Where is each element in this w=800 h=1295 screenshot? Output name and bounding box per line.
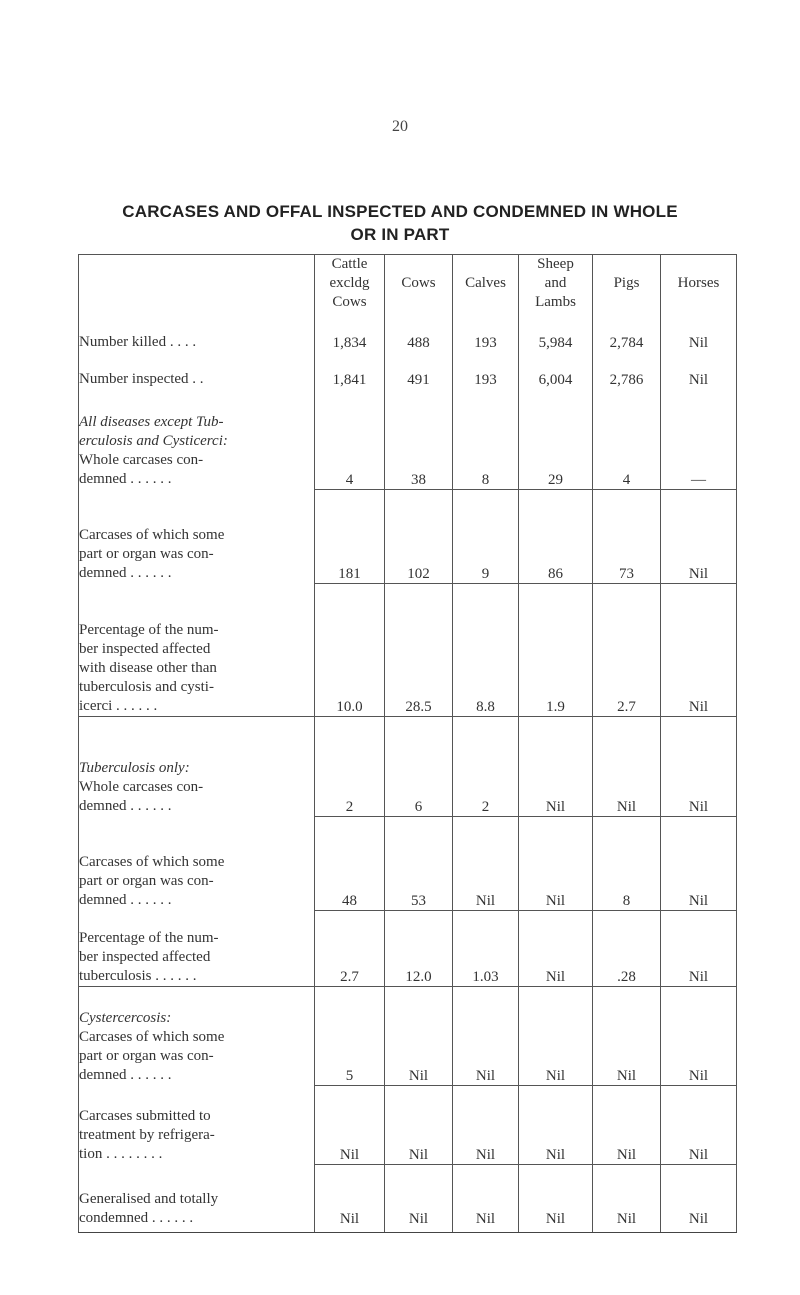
- table-cell: Nil: [661, 910, 737, 986]
- column-header-cows: Cows: [385, 255, 453, 313]
- row-label: Carcases of which some part or organ was con- demned . . . . . .: [79, 489, 315, 583]
- table-cell: 5: [315, 986, 385, 1085]
- table-cell: 1,841: [315, 352, 385, 389]
- table-cell: 1.03: [453, 910, 519, 986]
- table-cell: 6: [385, 716, 453, 816]
- table-cell: Nil: [519, 1164, 593, 1232]
- table-cell: 5,984: [519, 312, 593, 352]
- table-cell: 6,004: [519, 352, 593, 389]
- section-heading: Cystercercosis:: [79, 1010, 172, 1026]
- row-label: Carcases of which some part or organ was con- demned . . . . . .: [79, 816, 315, 910]
- row-number-killed: [79, 312, 737, 352]
- table-cell: Nil: [315, 1085, 385, 1164]
- row-label: All diseases except Tub- erculosis and Cysticerci: Whole carcases con- demned . . . . . .: [79, 389, 315, 489]
- table-cell: Nil: [453, 1085, 519, 1164]
- table-cell: 181: [315, 489, 385, 583]
- table-cell: 193: [453, 352, 519, 389]
- table-cell: Nil: [385, 1164, 453, 1232]
- title-line-1: CARCASES AND OFFAL INSPECTED AND CONDEMNED IN WHOLE: [122, 202, 678, 221]
- table-cell: 48: [315, 816, 385, 910]
- table-cell: 53: [385, 816, 453, 910]
- table-cell: —: [661, 389, 737, 489]
- table-cell: Nil: [593, 716, 661, 816]
- section-heading-cont: erculosis and Cysticerci:: [79, 433, 228, 449]
- row-label: Number inspected . .: [79, 352, 315, 389]
- row-cystercercosis-part: [79, 986, 737, 1085]
- table-cell: 8: [453, 389, 519, 489]
- table-cell: Nil: [661, 816, 737, 910]
- table-cell: 2,784: [593, 312, 661, 352]
- table-cell: 2: [453, 716, 519, 816]
- table-cell: Nil: [661, 1085, 737, 1164]
- table-cell: 1.9: [519, 583, 593, 716]
- table-cell: Nil: [519, 1085, 593, 1164]
- table-cell: 2: [315, 716, 385, 816]
- row-tuberculosis-percentage: [79, 910, 737, 986]
- section-heading: All diseases except Tub-: [79, 414, 224, 430]
- inspection-table: [78, 254, 737, 1233]
- row-label: Number killed . . . .: [79, 312, 315, 352]
- row-all-diseases-percentage: [79, 583, 737, 716]
- row-cystercercosis-refrigeration: [79, 1085, 737, 1164]
- table-cell: 10.0: [315, 583, 385, 716]
- row-all-diseases-part: [79, 489, 737, 583]
- page-title: [60, 200, 740, 246]
- table-cell: 102: [385, 489, 453, 583]
- table-cell: Nil: [661, 1164, 737, 1232]
- table-cell: 491: [385, 352, 453, 389]
- row-tuberculosis-whole: [79, 716, 737, 816]
- column-header-calves: Calves: [453, 255, 519, 313]
- table-cell: Nil: [453, 816, 519, 910]
- table-cell: Nil: [453, 986, 519, 1085]
- table-cell: 73: [593, 489, 661, 583]
- row-label: Carcases submitted to treatment by refrigera- tion . . . . . . . .: [79, 1085, 315, 1164]
- table-cell: Nil: [661, 352, 737, 389]
- header-row: [79, 255, 737, 313]
- table-cell: Nil: [593, 1164, 661, 1232]
- header-corner: [79, 255, 315, 313]
- table-cell: Nil: [385, 986, 453, 1085]
- row-label: Generalised and totally condemned . . . . . .: [79, 1164, 315, 1232]
- table-cell: 1,834: [315, 312, 385, 352]
- table-cell: Nil: [519, 716, 593, 816]
- table-cell: 28.5: [385, 583, 453, 716]
- row-all-diseases-whole: [79, 389, 737, 489]
- table-cell: 8: [593, 816, 661, 910]
- table-cell: 12.0: [385, 910, 453, 986]
- row-label: Percentage of the num- ber inspected affected with disease other than tuberculosis and cysti- icerci . . . . . .: [79, 583, 315, 716]
- table-cell: Nil: [519, 986, 593, 1085]
- table-cell: Nil: [661, 716, 737, 816]
- table-cell: 86: [519, 489, 593, 583]
- table-cell: .28: [593, 910, 661, 986]
- table-cell: Nil: [453, 1164, 519, 1232]
- table-cell: 4: [315, 389, 385, 489]
- table-cell: Nil: [661, 583, 737, 716]
- table-cell: 9: [453, 489, 519, 583]
- column-header-horses: Horses: [661, 255, 737, 313]
- row-label: Cystercercosis: Carcases of which some part or organ was con- demned . . . . . .: [79, 986, 315, 1085]
- table-cell: 488: [385, 312, 453, 352]
- table-cell: Nil: [661, 312, 737, 352]
- column-header-cattle: Cattle excldg Cows: [315, 255, 385, 313]
- row-label: Percentage of the num- ber inspected affected tuberculosis . . . . . .: [79, 910, 315, 986]
- table-cell: 8.8: [453, 583, 519, 716]
- table-cell: 193: [453, 312, 519, 352]
- page-number: 20: [392, 118, 408, 135]
- column-header-sheep: Sheep and Lambs: [519, 255, 593, 313]
- section-heading: Tuberculosis only:: [79, 760, 190, 776]
- row-number-inspected: [79, 352, 737, 389]
- column-header-pigs: Pigs: [593, 255, 661, 313]
- table-cell: 2.7: [315, 910, 385, 986]
- table-cell: 4: [593, 389, 661, 489]
- row-tuberculosis-part: [79, 816, 737, 910]
- table-cell: 29: [519, 389, 593, 489]
- table-cell: 38: [385, 389, 453, 489]
- table-cell: Nil: [315, 1164, 385, 1232]
- table-cell: Nil: [661, 986, 737, 1085]
- table-cell: Nil: [519, 816, 593, 910]
- row-label: Tuberculosis only: Whole carcases con- demned . . . . . .: [79, 716, 315, 816]
- table-cell: 2,786: [593, 352, 661, 389]
- table-cell: Nil: [593, 986, 661, 1085]
- table-cell: Nil: [519, 910, 593, 986]
- row-generalised-condemned: [79, 1164, 737, 1232]
- table-cell: Nil: [593, 1085, 661, 1164]
- table-cell: Nil: [661, 489, 737, 583]
- title-line-2: OR IN PART: [350, 225, 450, 244]
- table-cell: 2.7: [593, 583, 661, 716]
- table-cell: Nil: [385, 1085, 453, 1164]
